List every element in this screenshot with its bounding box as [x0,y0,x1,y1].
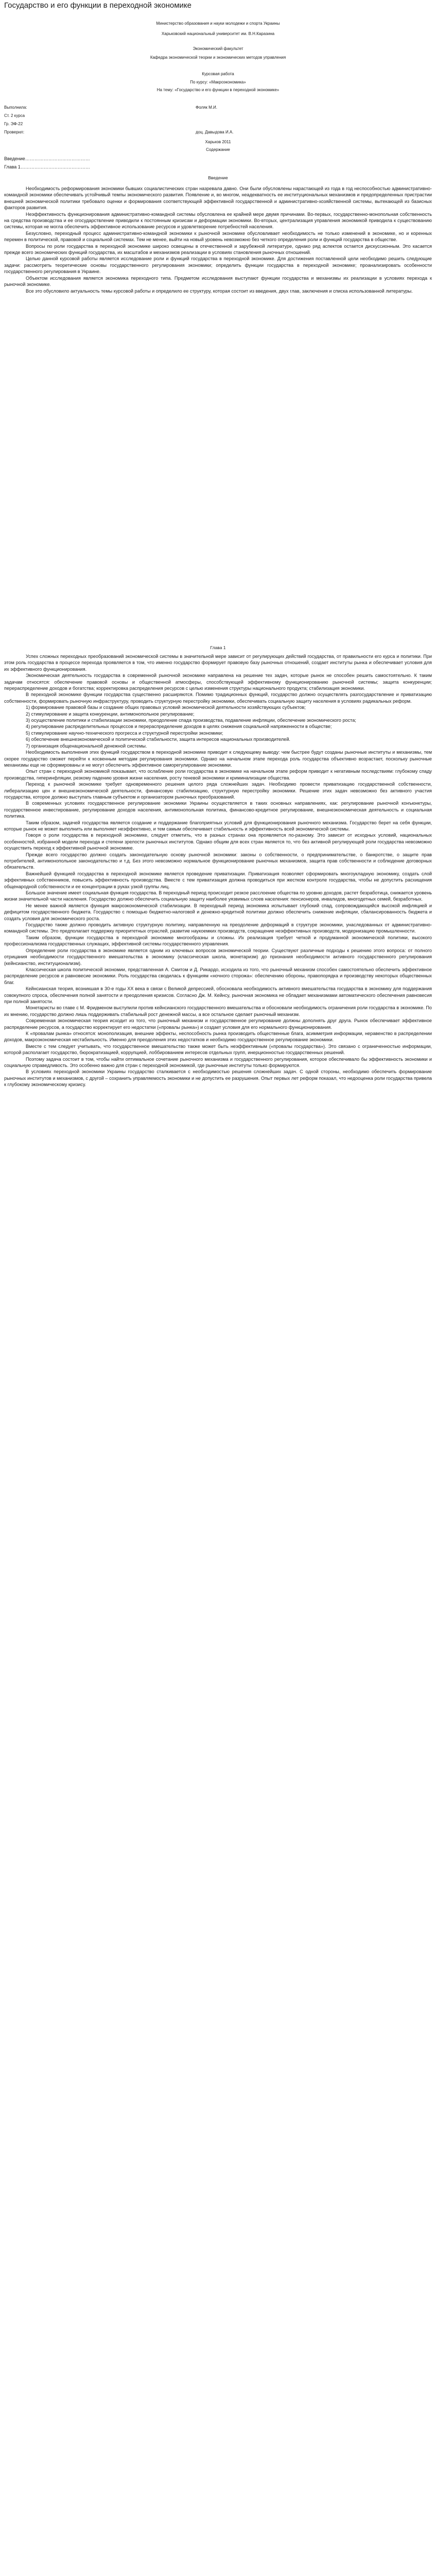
list-item: 6) обеспечение внешнеэкономической и политической стабильности, защита интересов национальных производителей. [26,737,290,742]
paragraph: Экономическая деятельность государства в современной рыночной экономике направлена на решение тех задач, которые рынок не способен решить самостоятельно. К таким задачам относятся: обеспечение правовой основы и общественной атмосферы, способствующей эффективному функционированию рыночной системы; защита конкуренции; перераспределение доходов и богатства; корректировка распределения ресурсов с целью изменения структуры национального продукта; стабилизация экономики. [4,673,432,691]
list-item: 1) формирование правовой базы и создание общих правовых условий экономической деятельности хозяйствующих субъектов; [26,705,306,710]
paragraph: Прежде всего государство должно создать законодательную основу рыночной экономики: законы о собственности, о предпринимательстве, о банкротстве, о защите прав потребителей, антимонопольное законодательство и т.д. Без этого невозможно нормальное функционирование рыночных механизмов, защита прав собственности и соблюдение договорных обязательств. [4,852,432,870]
paragraph: Важнейшей функцией государства в переходной экономике является проведение приватизации. Приватизация позволяет сформировать многоукладную экономику, создать слой эффективных собственников, повысить эффективность производства. Вместе с тем приватизация должна проводиться при жестком контроле государства, чтобы не допустить расхищения общенародной собственности и ее концентрации в руках узкой группы лиц. [4,871,432,889]
faculty-line: Экономический факультет [193,46,243,51]
chapter-1-body [4,653,432,1088]
paragraph: Необходимость реформирования экономики бывших социалистических стран назревала давно. Они были обусловлены нарастающей из года в год неспособностью административно-командной экономики обеспечивать устойчивый темпы экономического развития. Появление и, во многом, неадекватность ее институциональных механизмов и предопределенных пристрастии внешней экономической политики требовало оценки и формирования соответствующей эффективной государственной и административно-хозяйственной системы, вытекающей из базисных факторов развития. [4,186,432,211]
city-year: Харьков 2011 [205,140,231,144]
paragraph: В переходной экономике функции государства существенно расширяются. Помимо традиционных функций, государство должно осуществлять разгосударствление и приватизацию собственности, формировать рыночную инфраструктуру, проводить структурную перестройку экономики, обеспечивать социальную защиту населения в условиях радикальных реформ. [4,692,432,704]
toc-item[interactable]: Введение…………………………………… [4,156,90,161]
paragraph: В условиях переходной экономики Украины государство сталкивается с необходимостью решения сложнейших задач. С одной стороны, необходимо обеспечить формирование рыночных институтов и механизмов, с другой – сохранить управляемость экономики и не допустить ее разрушения. Опыт первых лет реформ показал, что недооценка роли государства привела к глубокому экономическому кризису. [4,1069,432,1088]
course-line: Ст. 2 курса [4,113,25,118]
paragraph: Переход к рыночной экономике требует одновременного решения целого ряда сложнейших задач. Необходимо провести приватизацию государственной собственности, либерализацию цен и внешнеэкономической деятельности, финансовую стабилизацию, структурную перестройку экономики. Решение этих задач невозможно без активного участия государства, которое должно выступать главным субъектом и организатором рыночных преобразований. [4,782,432,800]
paragraph: Все это обусловило актуальность темы курсовой работы и определило ее структуру, которая состоит из введения, двух глав, заключения и списка использованной литературы. [26,288,413,294]
introduction-heading: Введение [208,175,228,180]
paragraph: Определение роли государства в экономике является одним из ключевых вопросов экономической теории. Существуют различные подходы к решению этого вопроса: от полного отрицания необходимости государственного вмешательства в экономику (классическая школа, монетаризм) до признания необходимости активного государственного регулирования (кейнсианство, институционализм). [4,947,432,966]
paragraph: Целью данной курсовой работы является исследование роли и функций государства в переходной экономике. Для достижения поставленной цели необходимо решить следующие задачи: рассмотреть теоретические основы государственного регулирования экономики; определить функции государства в переходной экономике; проанализировать особенности государственного регулирования в Украине. [4,256,432,275]
paragraph: Классическая школа политической экономии, представленная А. Смитом и Д. Рикардо, исходила из того, что рыночный механизм способен самостоятельно обеспечить эффективное распределение ресурсов и равновесие экономики. Роль государства сводилась к функциям «ночного сторожа»: обеспечению обороны, правопорядка и производству некоторых общественных благ. [4,967,432,985]
ministry-line: Министерство образования и науки молодежи и спорта Украины [156,21,280,26]
group-line: Гр. ЭФ-22 [4,122,23,126]
introduction-body [4,185,432,294]
paragraph: Государство также должно проводить активную структурную политику, направленную на преодоление деформаций в структуре экономики, унаследованных от административно-командной системы. Это предполагает поддержку приоритетных отраслей, развитие наукоемких производств, сокращение неэффективных производств, модернизацию промышленности. [4,922,432,934]
paragraph: Большое значение имеет социальная функция государства. В переходный период происходит резкое расслоение общества по уровню доходов, растет безработица, снижается уровень жизни значительной части населения. Государство должно обеспечить социальную защиту наиболее уязвимых слоев населения: пенсионеров, инвалидов, многодетных семей, безработных. [4,890,432,902]
list-item: 5) стимулирование научно-технического прогресса и структурной перестройки экономики; [26,730,223,736]
performer-name: Фоляк М.И. [196,105,217,110]
document-title: Государство и его функции в переходной экономике [4,1,191,10]
paragraph: Монетаристы во главе с М. Фридменом выступили против кейнсианского государственного вмешательства и обосновали необходимость ограничения роли государства в экономике. По их мнению, государство должно лишь поддерживать стабильный рост денежной массы, а все остальное сделает рыночный механизм. [4,1005,432,1017]
paragraph: Необходимость выполнения этих функций государством в переходной экономике приводит к следующему выводу: чем быстрее будут созданы рыночные институты и механизмы, тем скорее государство сможет перейти к косвенным методам регулирования экономики. Однако на начальном этапе перехода роль государства объективно возрастает, поскольку рыночные механизмы еще не сформированы и не могут обеспечить эффективное саморегулирование экономики. [4,750,432,768]
toc-item[interactable]: Глава 1……………………………………… [4,164,90,170]
paragraph: Неэффективность функционирования административно-командной системы обусловлена ее крайней мере двумя причинами. Во-первых, государственно-монопольная собственность на средства производства и ее огосударствление приводили к постоянным кризисам и деформации экономики. Во-вторых, централизация управления экономикой приводила к существованию системы, которая не могла обеспечить эффективное использование ресурсов и удовлетворение потребностей населения. [4,211,432,230]
paragraph: Кейнсианская теория, возникшая в 30-е годы XX века в связи с Великой депрессией, обосновала необходимость активного вмешательства государства в экономику для поддержания совокупного спроса, обеспечения полной занятости и преодоления кризисов. Согласно Дж. М. Кейнсу, рыночная экономика не обладает механизмами автоматического обеспечения равновесия при полной занятости. [4,986,432,1004]
paragraph: Поэтому задача состоит в том, чтобы найти оптимальное сочетание рыночного механизма и государственного регулирования, которое обеспечивало бы эффективность экономики и социальную справедливость. Это особенно важно для стран с переходной экономикой, где рыночные институты только формируются. [4,1056,432,1068]
list-item: 7) организация общенациональной денежной системы. [26,743,147,749]
checker-name: доц. Давыдова И.А. [196,130,234,134]
university-line: Харьковский национальный университет им. В.Н.Каразина [161,31,275,36]
paragraph: Говоря о роли государства в переходной экономике, следует отметить, что в разных странах она проявляется по-разному. Это зависит от исходных условий, национальных особенностей, избранной модели перехода и степени зрелости рыночных институтов. Однако общим для всех стран является то, что без активной регулирующей роли государства невозможно осуществить переход к эффективной рыночной экономике. [4,833,432,851]
paragraph: Современная экономическая теория исходит из того, что рыночный механизм и государственное регулирование должны дополнять друг друга. Рынок обеспечивает эффективное распределение ресурсов, а государство корректирует его недостатки («провалы рынка») и создает условия для его нормального функционирования. [4,1018,432,1030]
topic-line: На тему: «Государство и его функции в переходной экономике» [156,88,280,92]
paragraph: Безусловно, переходный процесс административно-командной экономики к рыночной экономике обусловливает необходимость не только изменений в экономике, но и коренных перемен в политической, правовой и социальной системах. Тем не менее, выйти на новый уровень невозможно без четкого определения роли и функций государства в обществе. [4,230,432,243]
list-item: 2) стимулирование и защита конкуренции, антимонопольное регулирование; [26,711,195,717]
paragraph: Таким образом, функции государства в переходной экономике многообразны и сложны. Их реализация требует четкой и продуманной экономической политики, высокого профессионализма государственных служащих, эффективной системы государственного управления. [4,935,432,947]
checked-label: Проверил: [4,130,25,134]
paragraph: В современных условиях государственное регулирование экономики Украины осуществляется в таких основных направлениях, как: регулирование рыночной конъюнктуры, государственное инвестирование, регулирование доходов населения, антимонопольная политика, финансово-кредитное регулирование, внешнеэкономическая деятельность и социальная политика. [4,801,432,819]
chapter-1-heading: Глава 1 [210,645,226,650]
paragraph: Успех сложных переходных преобразований экономической системы в значительной мере зависит от регулирующих действий государства, от правильности его курса и политики. При этом роль государства в процессе перехода проявляется в том, что именно государство формирует правовую базу рыночных отношений, создает институты рынка и обеспечивает условия для их эффективного функционирования. [4,654,432,672]
list-item: 3) осуществление политики и стабилизации экономики, преодоление спада производства, подавление инфляции, обеспечение экономического роста; [26,718,356,723]
department-line: Кафедра экономической теории и экономических методов управления [150,55,286,60]
work-type-line: Курсовая работа [202,72,234,76]
paragraph: Объектом исследования является экономика переходного типа. Предметом исследования выступают функции государства и механизмы их реализации в условиях перехода к рыночной экономике. [4,275,432,287]
list-item: 4) регулирование распределительных процессов и перераспределение доходов в целях снижения социальной напряженности в обществе; [26,724,332,730]
contents-heading: Содержание [206,147,230,152]
performed-label: Выполнила: [4,105,27,110]
paragraph: Вместе с тем следует учитывать, что государственное вмешательство также может быть неэффективным («провалы государства»). Это связано с ограниченностью информации, которой располагает государство, бюрократизацией, коррупцией, лоббированием интересов отдельных групп, инерционностью государственных решений. [4,1043,432,1056]
discipline-line: По курсу: «Макроэкономика» [190,80,246,84]
paragraph: К «провалам рынка» относятся: монополизация, внешние эффекты, неспособность рынка производить общественные блага, асимметрия информации, неравенство в распределении доходов, макроэкономическая нестабильность. Именно для преодоления этих недостатков и необходимо государственное регулирование экономики. [4,1030,432,1043]
paragraph: Опыт стран с переходной экономикой показывает, что ослабление роли государства в экономике на начальном этапе реформ приводит к негативным последствиям: глубокому спаду производства, гиперинфляции, резкому падению уровня жизни населения, росту теневой экономики и криминализации общества. [4,769,432,781]
paragraph: Не менее важной является функция макроэкономической стабилизации. В переходный период экономика испытывает глубокий спад, сопровождающийся высокой инфляцией и дефицитом государственного бюджета. Государство с помощью бюджетно-налоговой и денежно-кредитной политики должно обеспечить снижение инфляции, сбалансированность бюджета и создать условия для экономического роста. [4,903,432,921]
paragraph: Таким образом, задачей государства является создание и поддержание благоприятных условий для функционирования рыночного механизма. Государство берет на себя функции, которые рынок не может выполнить или выполняет неэффективно, и тем самым обеспечивает стабильность и эффективность всей экономической системы. [4,820,432,832]
paragraph: Вопросы по роли государства в переходной экономике широко освещены в отечественной и зарубежной литературе, однако ряд аспектов остается дискуссионным. Это касается прежде всего экономических функций государства, их масштабов и механизмов реализации в условиях становления рыночных отношений. [4,243,432,256]
